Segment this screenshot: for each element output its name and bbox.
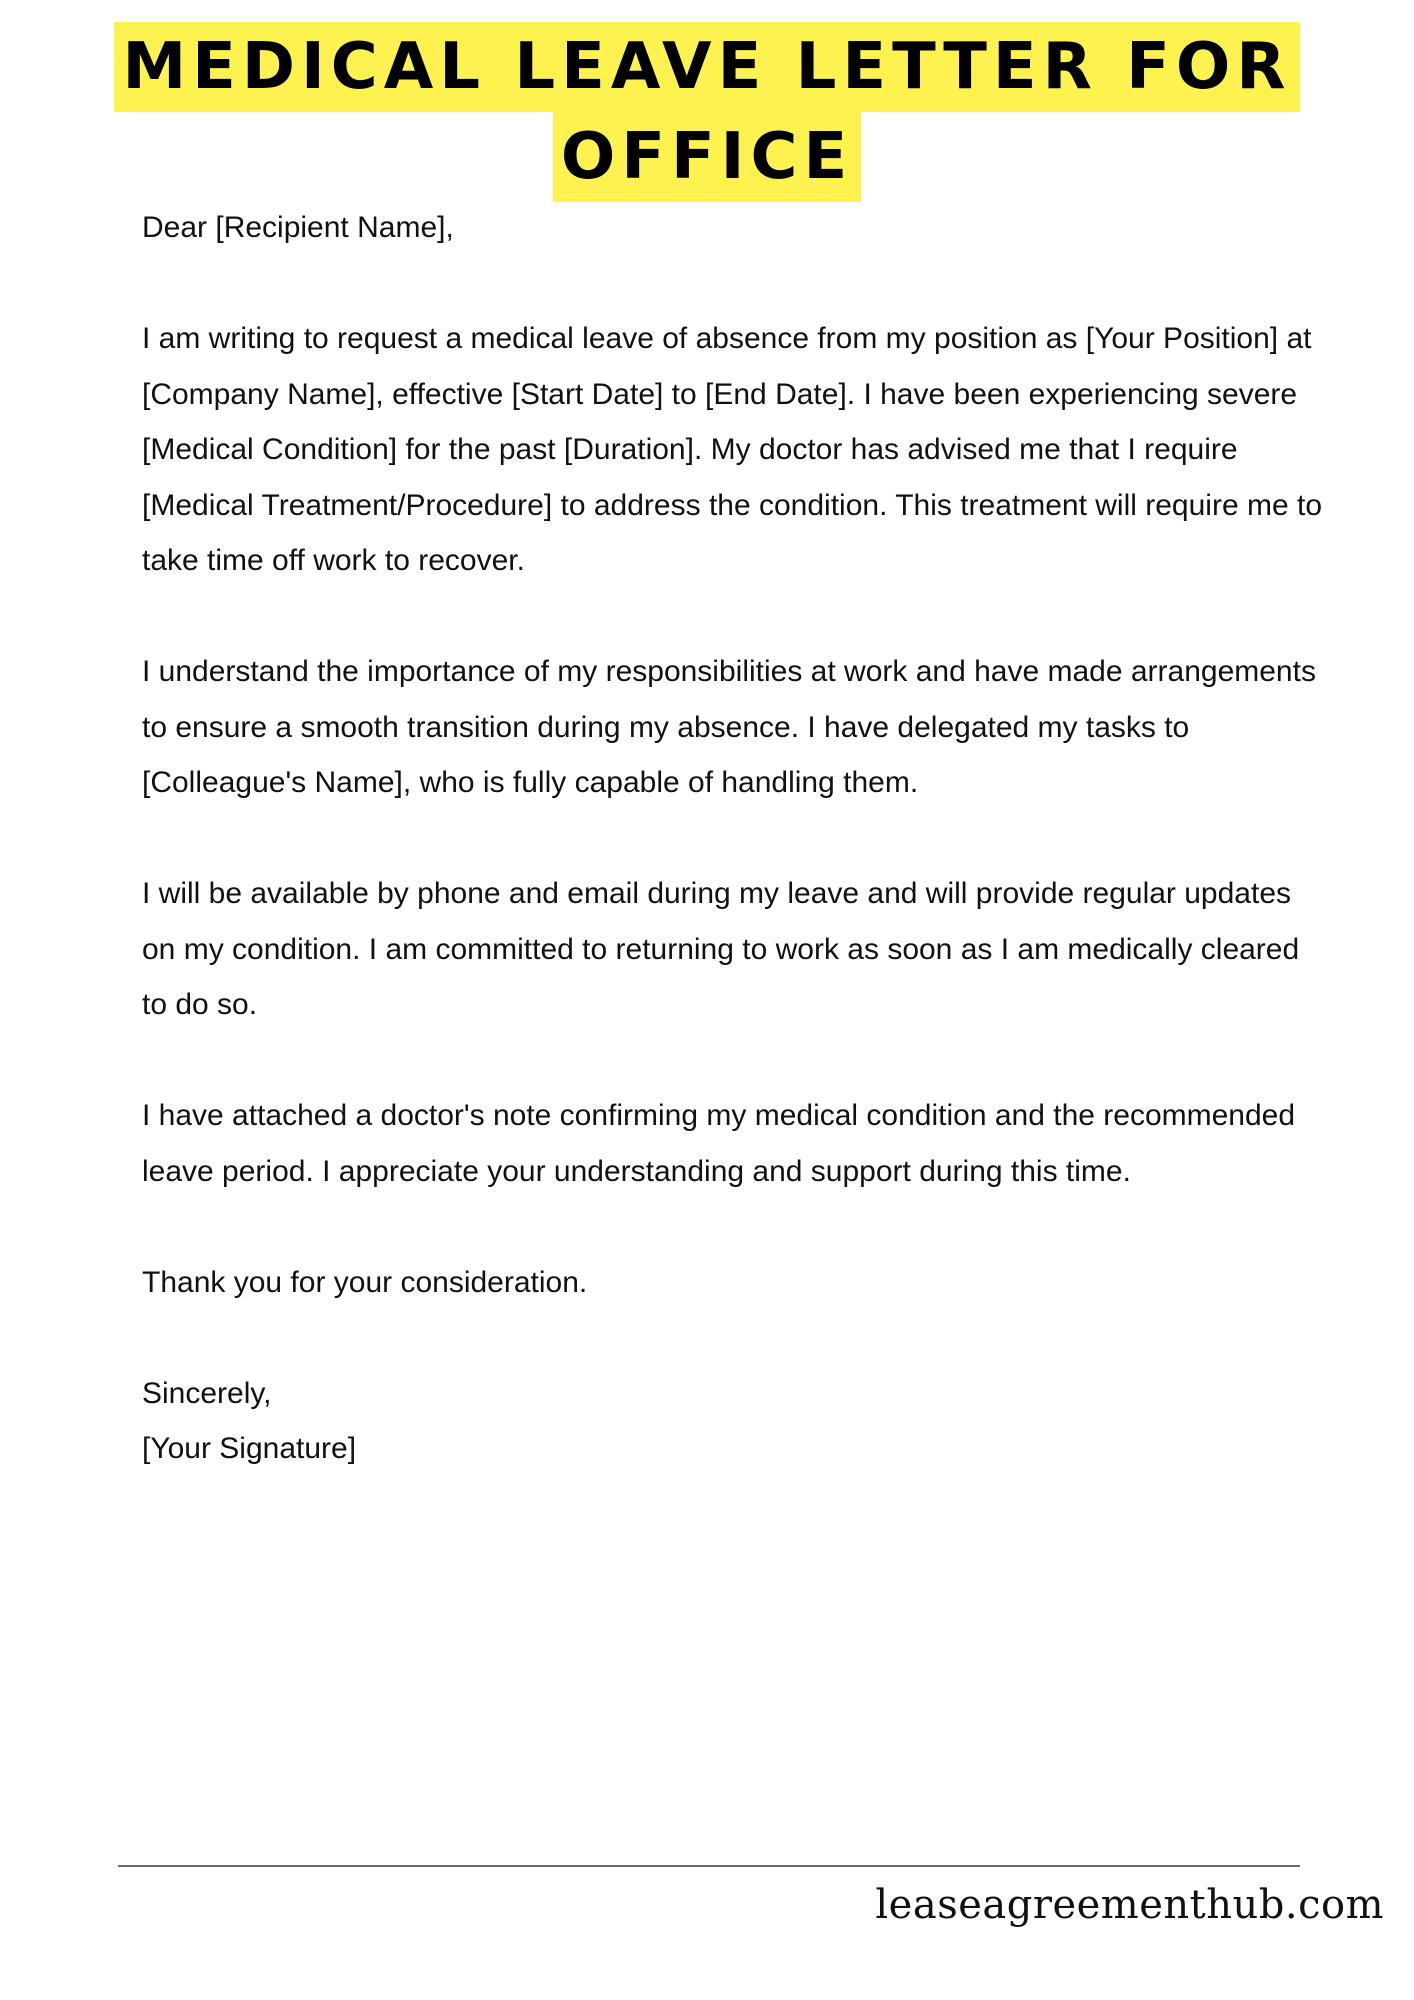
paragraph-availability: I will be available by phone and email during my leave and will provide regular updates on my condition. I am committed to returning to work as soon as I am medically cleared to do so.: [142, 877, 1300, 1021]
signature: [Your Signature]: [142, 1432, 357, 1465]
title-line-1: MEDICAL LEAVE LETTER FOR: [114, 22, 1299, 112]
website-footer: leaseagreementhub.com: [875, 1882, 1384, 1928]
letter-body: [142, 200, 1322, 1477]
title-line-2: OFFICE: [553, 112, 861, 202]
footer-divider: [118, 1865, 1300, 1867]
paragraph-request: I am writing to request a medical leave of absence from my position as [Your Position] at [Company Name], effective [Start Date] to [End Date]. I have been experiencing severe [Medical Condition] for the past [Duration]. My doctor has advised me that I require [Medical Treatment/Procedure] to address the condition. This treatment will require me to take time off work to recover.: [142, 322, 1323, 577]
paragraph-arrangements: I understand the importance of my responsibilities at work and have made arrangements to ensure a smooth transition during my absence. I have delegated my tasks to [Colleague's Name], who is fully capable of handling them.: [142, 655, 1316, 799]
paragraph-thanks: Thank you for your consideration.: [142, 1265, 588, 1299]
page-title: [0, 22, 1414, 202]
closing: Sincerely,: [142, 1376, 272, 1410]
salutation: Dear [Recipient Name],: [142, 211, 454, 244]
paragraph-attachment: I have attached a doctor's note confirming my medical condition and the recommended leave period. I appreciate your understanding and support during this time.: [142, 1099, 1296, 1188]
